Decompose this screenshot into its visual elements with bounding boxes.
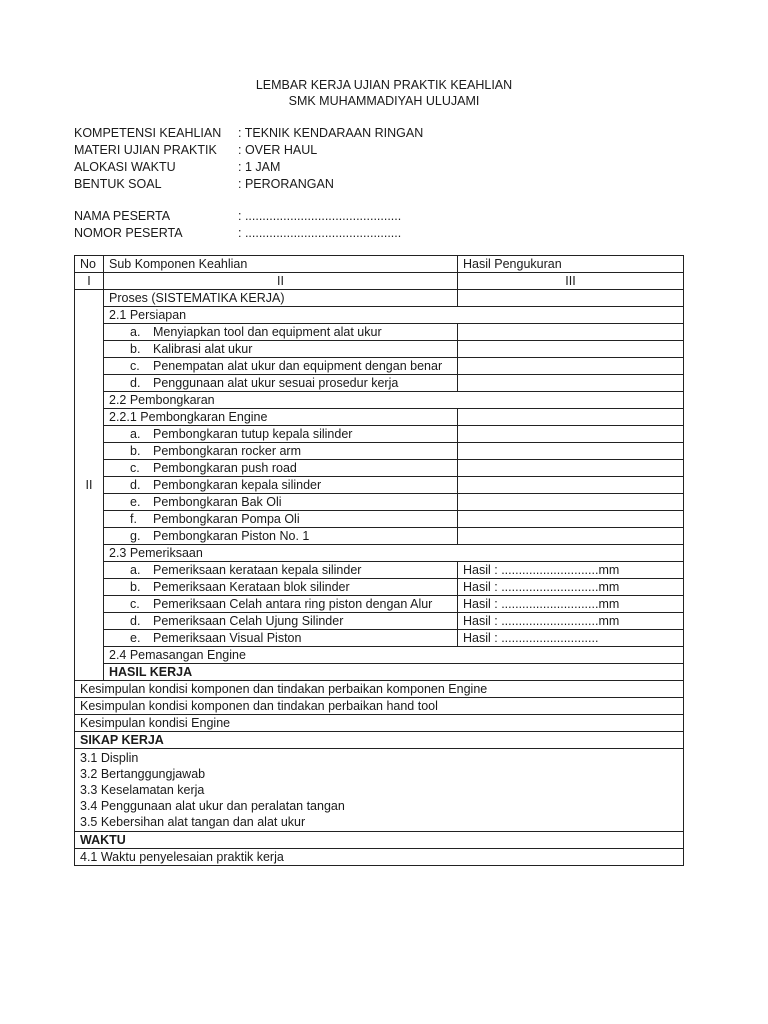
header-hasil: Hasil Pengukuran: [458, 256, 684, 273]
section-pemasangan: 2.4 Pemasangan Engine: [104, 647, 684, 664]
list-item: 3.2 Bertanggungjawab: [80, 767, 206, 781]
table-row: [75, 849, 684, 866]
info-value: : OVER HAUL: [238, 143, 318, 157]
numeral-3: III: [458, 273, 684, 290]
item-letter: b.: [130, 580, 141, 594]
list-item: [104, 579, 458, 596]
table-row: [75, 596, 684, 613]
hasil-cell: [458, 409, 684, 426]
list-item: [104, 426, 458, 443]
info-row: [74, 176, 423, 193]
list-item: [104, 443, 458, 460]
table-row: [75, 477, 684, 494]
hasil-cell: [458, 494, 684, 511]
list-item: [104, 613, 458, 630]
hasil-cell: [458, 426, 684, 443]
sikap-kerja-list: [75, 749, 684, 832]
table-row: [75, 409, 684, 426]
table-row: [75, 732, 684, 749]
item-letter: b.: [130, 444, 141, 458]
hasil-cell: [458, 358, 684, 375]
table-row: [75, 324, 684, 341]
item-letter: c.: [130, 597, 140, 611]
numeral-1: I: [75, 273, 104, 290]
item-text: Kalibrasi alat ukur: [153, 342, 253, 356]
participant-number-label: NOMOR PESERTA: [74, 226, 183, 240]
item-text: Menyiapkan tool dan equipment alat ukur: [153, 325, 382, 339]
section-waktu: WAKTU: [75, 832, 684, 849]
table-row: [75, 664, 684, 681]
table-row: [75, 749, 684, 832]
table-row: [75, 715, 684, 732]
table-row: [75, 698, 684, 715]
header-sub-komponen: Sub Komponen Keahlian: [104, 256, 458, 273]
item-letter: a.: [130, 563, 141, 577]
table-row: [75, 426, 684, 443]
item-letter: c.: [130, 359, 140, 373]
item-text: Pembongkaran Pompa Oli: [153, 512, 300, 526]
hasil-field: Hasil : ............................mm: [458, 562, 684, 579]
document-title: [0, 77, 768, 109]
hasil-cell: [458, 290, 684, 307]
hasil-kerja-item: Kesimpulan kondisi Engine: [75, 715, 684, 732]
table-row: [75, 630, 684, 647]
list-item: [104, 324, 458, 341]
exam-info: [74, 125, 423, 242]
item-text: Pembongkaran tutup kepala silinder: [153, 427, 353, 441]
table-row: [75, 647, 684, 664]
item-letter: g.: [130, 529, 141, 543]
numeral-row: [75, 273, 684, 290]
participant-name-row: [74, 208, 423, 225]
item-letter: d.: [130, 614, 141, 628]
participant-name-label: NAMA PESERTA: [74, 209, 171, 223]
hasil-kerja-item: Kesimpulan kondisi komponen dan tindakan perbaikan komponen Engine: [75, 681, 684, 698]
hasil-cell: [458, 511, 684, 528]
list-item: [104, 375, 458, 392]
waktu-item: 4.1 Waktu penyelesaian praktik kerja: [75, 849, 684, 866]
list-item: [104, 477, 458, 494]
section-sikap-kerja: SIKAP KERJA: [75, 732, 684, 749]
item-text: Pemeriksaan Celah Ujung Silinder: [153, 614, 344, 628]
info-value: : 1 JAM: [238, 160, 281, 174]
list-item: [104, 494, 458, 511]
item-text: Pembongkaran kepala silinder: [153, 478, 322, 492]
item-letter: d.: [130, 376, 141, 390]
table-row: [75, 392, 684, 409]
info-row: [74, 125, 423, 142]
list-item: [104, 358, 458, 375]
item-text: Pembongkaran push road: [153, 461, 297, 475]
list-item: [104, 511, 458, 528]
subsection-pembongkaran-engine: 2.2.1 Pembongkaran Engine: [104, 409, 458, 426]
item-text: Pemeriksaan kerataan kepala silinder: [153, 563, 362, 577]
numeral-2: II: [104, 273, 458, 290]
hasil-cell: [458, 375, 684, 392]
info-label: MATERI UJIAN PRAKTIK: [74, 143, 217, 157]
hasil-cell: [458, 460, 684, 477]
table-row: [75, 579, 684, 596]
header-no: No: [75, 256, 104, 273]
hasil-cell: [458, 341, 684, 358]
item-letter: f.: [130, 512, 137, 526]
item-text: Pembongkaran Piston No. 1: [153, 529, 310, 543]
table-row: [75, 358, 684, 375]
section-hasil-kerja: HASIL KERJA: [104, 664, 684, 681]
table-header-row: [75, 256, 684, 273]
table-row: [75, 562, 684, 579]
item-text: Pemeriksaan Kerataan blok silinder: [153, 580, 350, 594]
assessment-table: [74, 255, 684, 866]
table-row: [75, 681, 684, 698]
title-line-1: LEMBAR KERJA UJIAN PRAKTIK KEAHLIAN: [255, 78, 513, 92]
table-row: [75, 460, 684, 477]
hasil-field: Hasil : ............................mm: [458, 596, 684, 613]
item-letter: b.: [130, 342, 141, 356]
list-item: [104, 562, 458, 579]
table-row: [75, 341, 684, 358]
proses-heading: Proses (SISTEMATIKA KERJA): [104, 290, 458, 307]
info-value: : TEKNIK KENDARAAN RINGAN: [238, 126, 424, 140]
item-text: Pembongkaran Bak Oli: [153, 495, 282, 509]
table-row: [75, 290, 684, 307]
item-letter: d.: [130, 478, 141, 492]
hasil-field: Hasil : ............................mm: [458, 613, 684, 630]
info-row: [74, 142, 423, 159]
info-value: : PERORANGAN: [238, 177, 334, 191]
item-letter: e.: [130, 631, 141, 645]
info-label: BENTUK SOAL: [74, 177, 162, 191]
participant-name-field: : .............................................: [238, 209, 402, 223]
hasil-cell: [458, 528, 684, 545]
table-row: [75, 494, 684, 511]
hasil-cell: [458, 443, 684, 460]
list-item: 3.3 Keselamatan kerja: [80, 783, 205, 797]
hasil-field: Hasil : ............................mm: [458, 579, 684, 596]
list-item: 3.4 Penggunaan alat ukur dan peralatan tangan: [80, 799, 345, 813]
list-item: [104, 630, 458, 647]
item-text: Penempatan alat ukur dan equipment dengan benar: [153, 359, 443, 373]
participant-number-row: [74, 225, 423, 242]
table-row: [75, 443, 684, 460]
table-row: [75, 375, 684, 392]
item-text: Pembongkaran rocker arm: [153, 444, 301, 458]
hasil-cell: [458, 324, 684, 341]
info-label: KOMPETENSI KEAHLIAN: [74, 126, 222, 140]
participant-number-field: : .............................................: [238, 226, 402, 240]
table-row: [75, 832, 684, 849]
hasil-cell: [458, 477, 684, 494]
list-item: [104, 341, 458, 358]
item-text: Pemeriksaan Celah antara ring piston dengan Alur: [153, 597, 433, 611]
table-row: [75, 528, 684, 545]
table-row: [75, 545, 684, 562]
list-item: [104, 596, 458, 613]
info-row: [74, 159, 423, 176]
table-row: [75, 511, 684, 528]
section-pembongkaran: 2.2 Pembongkaran: [104, 392, 684, 409]
item-letter: a.: [130, 325, 141, 339]
item-letter: a.: [130, 427, 141, 441]
list-item: [104, 528, 458, 545]
list-item: 3.5 Kebersihan alat tangan dan alat ukur: [80, 815, 306, 829]
table-row: [75, 307, 684, 324]
item-letter: c.: [130, 461, 140, 475]
title-line-2: SMK MUHAMMADIYAH ULUJAMI: [288, 94, 480, 108]
section-persiapan: 2.1 Persiapan: [104, 307, 684, 324]
item-text: Penggunaan alat ukur sesuai prosedur kerja: [153, 376, 399, 390]
section-pemeriksaan: 2.3 Pemeriksaan: [104, 545, 684, 562]
row-number-cell: II: [75, 290, 104, 681]
info-label: ALOKASI WAKTU: [74, 160, 176, 174]
hasil-kerja-item: Kesimpulan kondisi komponen dan tindakan perbaikan hand tool: [75, 698, 684, 715]
item-letter: e.: [130, 495, 141, 509]
list-item: 3.1 Displin: [80, 751, 139, 765]
hasil-field: Hasil : ............................: [458, 630, 684, 647]
list-item: [104, 460, 458, 477]
table-row: [75, 613, 684, 630]
item-text: Pemeriksaan Visual Piston: [153, 631, 302, 645]
